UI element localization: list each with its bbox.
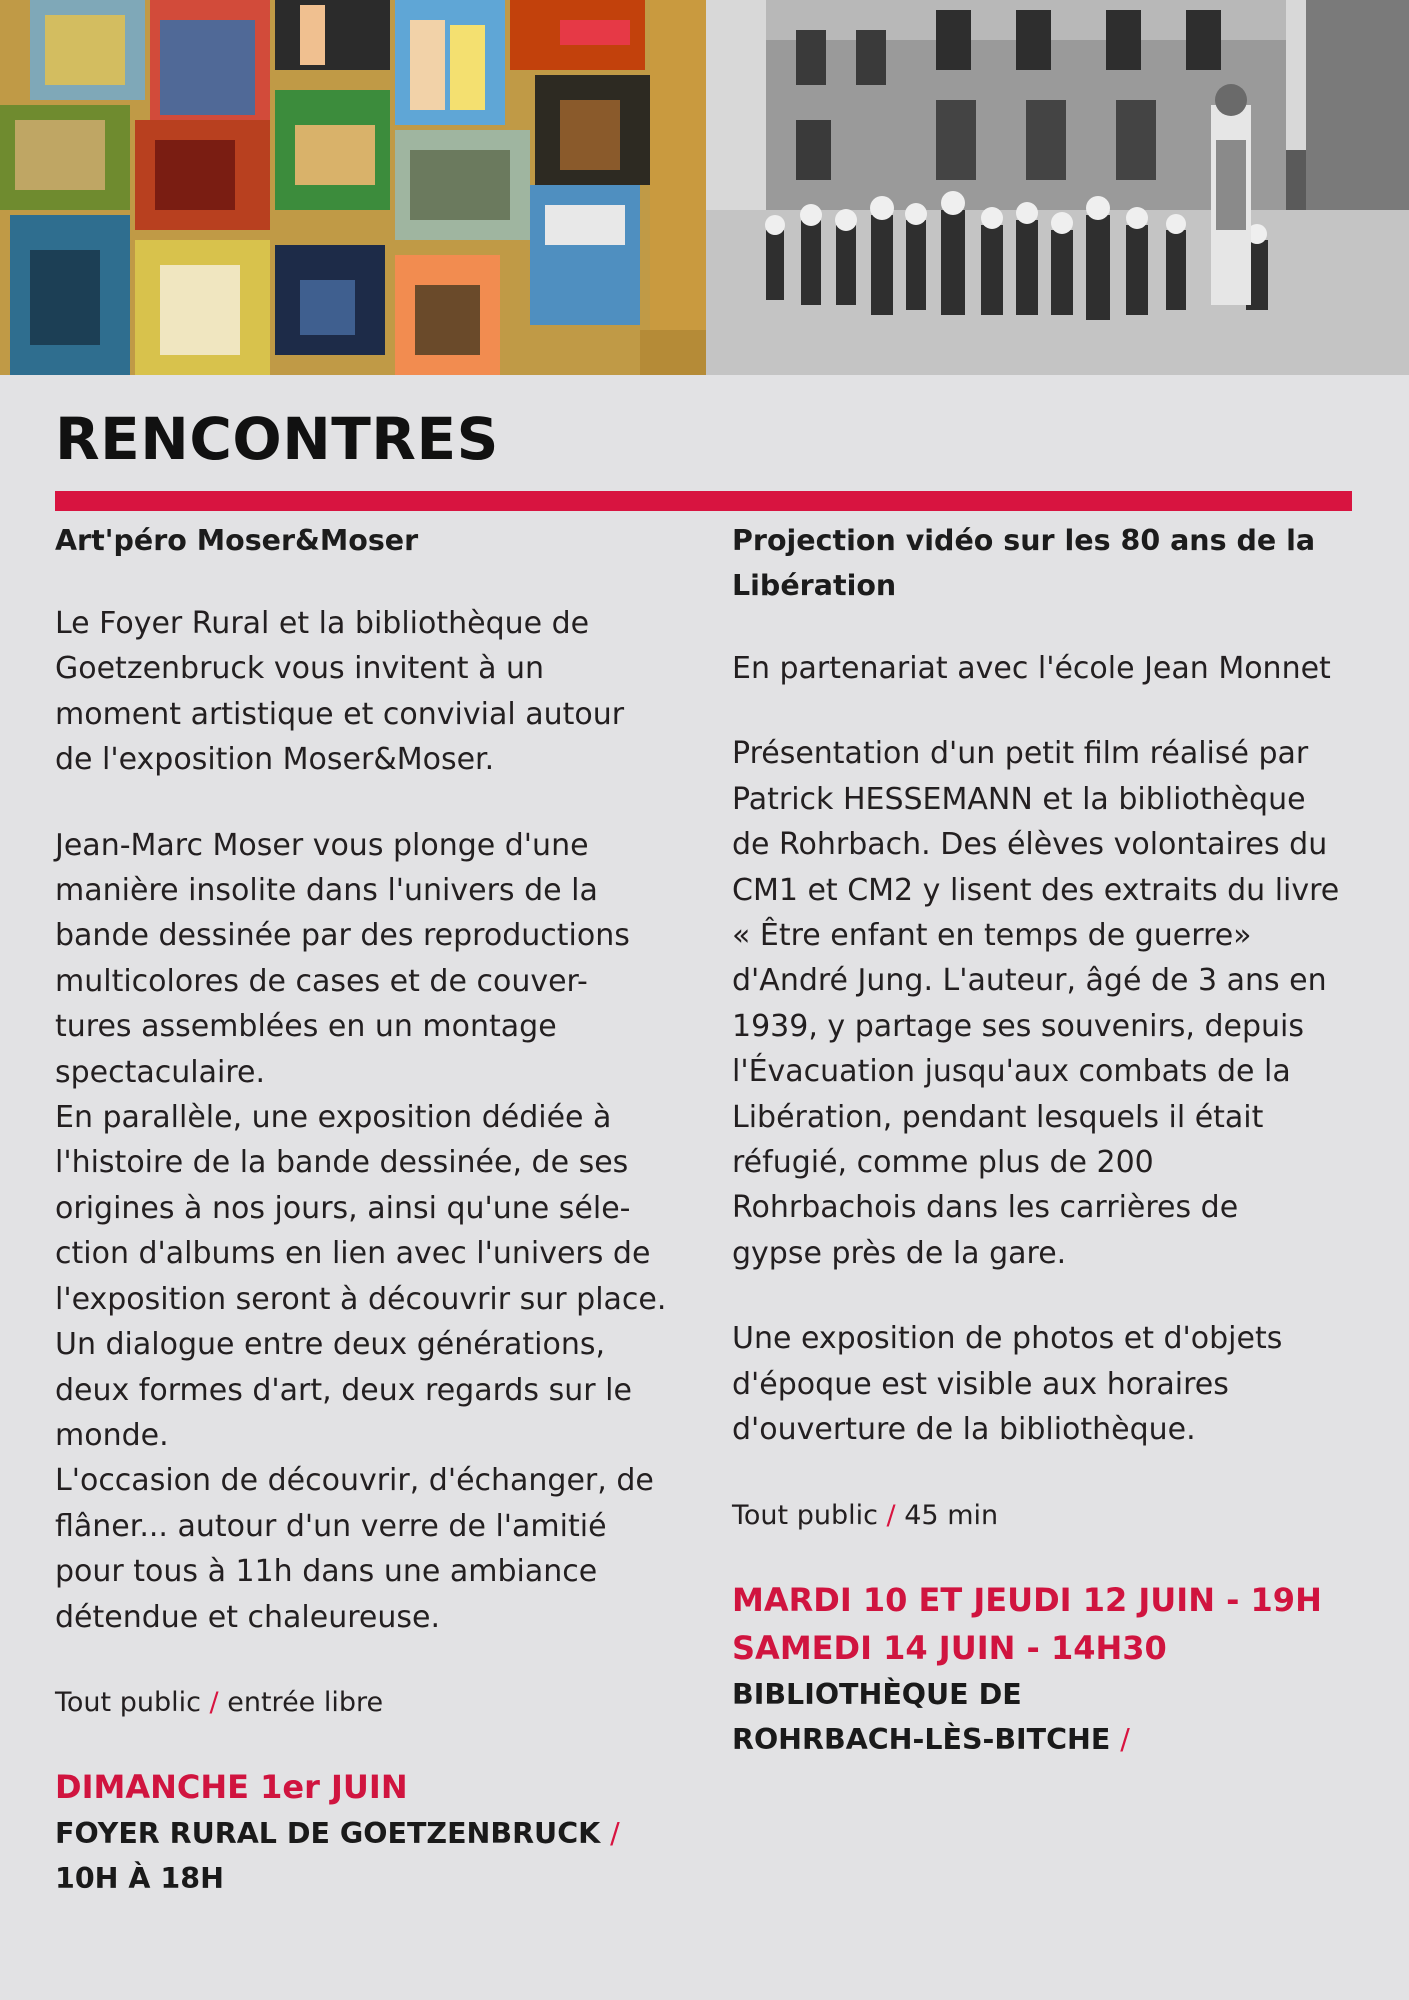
left-venue-name: FOYER RURAL DE GOETZENBRUCK — [55, 1816, 601, 1850]
right-event-exhibition: Une exposition de photos et d'objets d'époque est visible aux horaires d'ouverture de la bibliothèque. — [732, 1321, 1283, 1448]
right-event-meta — [732, 1493, 1362, 1538]
right-event-venue-2 — [732, 1717, 1362, 1762]
left-venue-separator: / — [610, 1816, 620, 1850]
left-audience: Tout public — [55, 1686, 201, 1718]
section-title: RENCONTRES — [55, 405, 499, 473]
left-event-description: Jean-Marc Moser vous plonge d'une manière insolite dans l'univers de la bande dessinée par des reproductions multicolores de cases et de couver- tures assemblées en un montage spectaculaire. En parallèle, une exposition dédiée à l'histoire de la bande dessinée, de ses origines à nos jours, ainsi qu'une séle- ction d'albums en lien avec l'univers de l'exposition seront à découvrir sur place. Un dialogue entre deux générations, deux formes d'art, deux regards sur le monde. L'occasion de découvrir, d'échanger, de flâner... autour d'un verre de l'amitié pour tous à 11h dans une ambiance détendue et chaleureuse. — [55, 827, 667, 1635]
left-event-title: Art'péro Moser&Moser — [55, 524, 419, 557]
right-info: 45 min — [904, 1499, 999, 1531]
right-audience: Tout public — [732, 1499, 878, 1531]
right-event-partnership: En partenariat avec l'école Jean Monnet — [732, 651, 1331, 686]
left-event-venue — [55, 1811, 685, 1856]
right-event-description: Présentation d'un petit film réalisé par Patrick HESSEMANN et la bibliothèque de Rohrbach. Des élèves volontaires du CM1 et CM2 y lisent des extraits du livre « Être enfant en temps de guerre» d'André Jung. L'auteur, âgé de 3 ans en 1939, y partage ses souvenirs, depuis l'Évacuation jusqu'aux combats de la Libération, pendant lesquels il était réfugié, comme plus de 200 Rohrbachois dans les carrières de gypse près de la gare. — [732, 736, 1340, 1271]
right-venue-name: ROHRBACH-LÈS-BITCHE — [732, 1722, 1111, 1756]
left-event-hours: 10H À 18H — [55, 1861, 224, 1895]
right-event-title: Projection vidéo sur les 80 ans de la Libération — [732, 524, 1316, 602]
right-event-date-2: SAMEDI 14 JUIN - 14H30 — [732, 1628, 1167, 1667]
comic-collage-photo — [0, 0, 706, 375]
right-event-venue-1: BIBLIOTHÈQUE DE — [732, 1677, 1022, 1711]
header-photo-strip — [0, 0, 1409, 375]
title-underline-bar — [55, 491, 1352, 511]
left-meta-separator: / — [209, 1686, 219, 1718]
left-event-intro: Le Foyer Rural et la bibliothèque de Goetzenbruck vous invitent à un moment artistique et convivial autour de l'exposition Moser&Moser. — [55, 606, 625, 778]
left-info: entrée libre — [227, 1686, 384, 1718]
right-venue-separator: / — [1120, 1722, 1130, 1756]
right-event-column — [732, 518, 1362, 1762]
right-meta-separator: / — [886, 1499, 896, 1531]
left-event-column — [55, 518, 685, 1901]
left-event-meta — [55, 1680, 685, 1725]
historical-children-photo — [706, 0, 1409, 375]
left-event-date: DIMANCHE 1er JUIN — [55, 1767, 408, 1806]
right-event-date-1: MARDI 10 ET JEUDI 12 JUIN - 19H — [732, 1580, 1322, 1619]
